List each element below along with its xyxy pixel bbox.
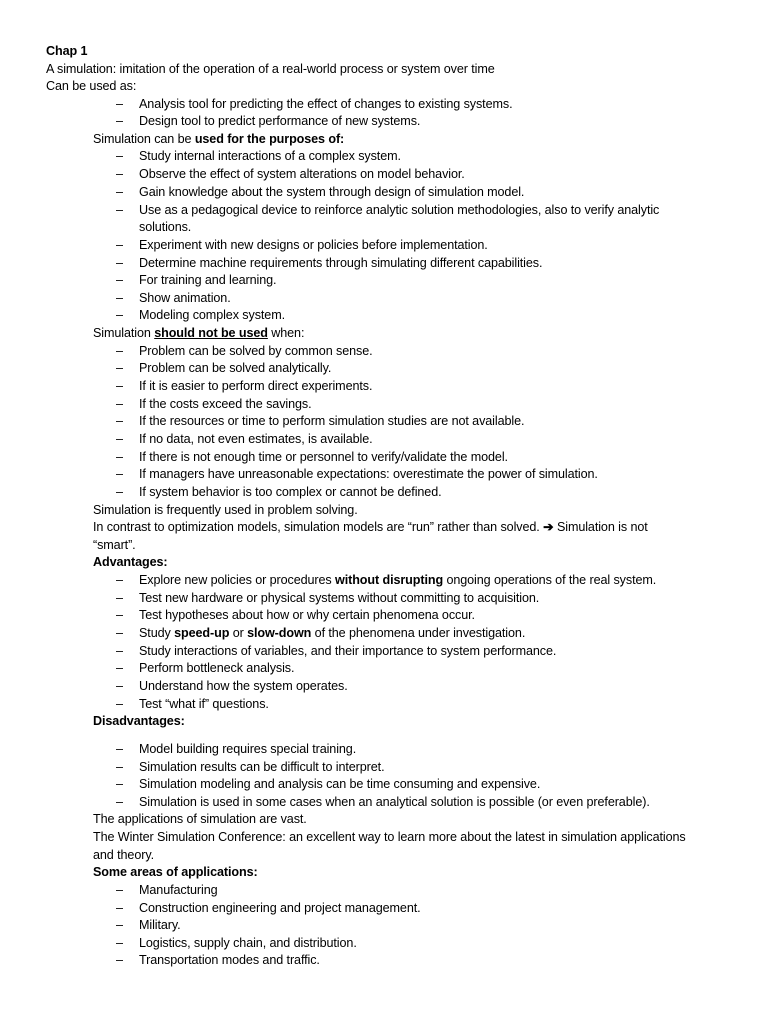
list-item: – Simulation modeling and analysis can be time consuming and expensive.	[116, 777, 541, 791]
contrast-line: In contrast to optimization models, simulation models are “run” rather than solved. ➔ Simulation is not	[93, 520, 648, 534]
list-item: – Simulation is used in some cases when an analytical solution is possible (or even preferable).	[116, 795, 650, 809]
advantages-heading: Advantages:	[93, 555, 168, 569]
list-item: – Understand how the system operates.	[116, 679, 348, 693]
list-item: – Design tool to predict performance of new systems.	[116, 114, 421, 128]
list-item: – Study speed-up or slow-down of the phenomena under investigation.	[116, 626, 526, 640]
list-item: – Show animation.	[116, 291, 231, 305]
can-be-used-heading: Can be used as:	[46, 79, 137, 93]
list-item: – If system behavior is too complex or cannot be defined.	[116, 485, 442, 499]
list-item: – Test new hardware or physical systems without committing to acquisition.	[116, 591, 540, 605]
disadvantages-heading: Disadvantages:	[93, 714, 185, 728]
wsc-line: The Winter Simulation Conference: an excellent way to learn more about the latest in simulation applications	[93, 830, 686, 844]
definition: A simulation: imitation of the operation of a real-world process or system over time	[46, 62, 495, 76]
list-item: – Transportation modes and traffic.	[116, 953, 320, 967]
list-item: – If there is not enough time or personnel to verify/validate the model.	[116, 450, 508, 464]
list-item: – Modeling complex system.	[116, 308, 285, 322]
list-item: – Test “what if” questions.	[116, 697, 269, 711]
purposes-heading: Simulation can be used for the purposes of:	[93, 132, 345, 146]
list-item: – Simulation results can be difficult to interpret.	[116, 760, 385, 774]
chapter-title: Chap 1	[46, 44, 88, 58]
list-item-continuation: solutions.	[139, 220, 192, 234]
list-item: – Perform bottleneck analysis.	[116, 661, 295, 675]
list-item: – Observe the effect of system alterations on model behavior.	[116, 167, 465, 181]
list-item: – Problem can be solved analytically.	[116, 361, 332, 375]
list-item: – Experiment with new designs or policies before implementation.	[116, 238, 488, 252]
list-item: – If the resources or time to perform simulation studies are not available.	[116, 414, 525, 428]
contrast-line-2: “smart”.	[93, 538, 136, 552]
list-item: – Construction engineering and project management.	[116, 901, 421, 915]
not-used-heading: Simulation should not be used when:	[93, 326, 305, 340]
list-item: – Explore new policies or procedures without disrupting ongoing operations of the real system.	[116, 573, 657, 587]
list-item: – If the costs exceed the savings.	[116, 397, 312, 411]
list-item: – If it is easier to perform direct experiments.	[116, 379, 373, 393]
areas-heading: Some areas of applications:	[93, 865, 258, 879]
list-item: – Use as a pedagogical device to reinforce analytic solution methodologies, also to verify analytic	[116, 203, 660, 217]
list-item: – Logistics, supply chain, and distribution.	[116, 936, 357, 950]
list-item: – Test hypotheses about how or why certain phenomena occur.	[116, 608, 475, 622]
list-item: – Analysis tool for predicting the effect of changes to existing systems.	[116, 97, 513, 111]
list-item: – Manufacturing	[116, 883, 218, 897]
problem-solving-line: Simulation is frequently used in problem solving.	[93, 503, 358, 517]
list-item: – For training and learning.	[116, 273, 277, 287]
list-item: – Study internal interactions of a complex system.	[116, 149, 401, 163]
arrow-icon: ➔	[543, 520, 554, 534]
list-item: – Military.	[116, 918, 181, 932]
list-item: – If managers have unreasonable expectations: overestimate the power of simulation.	[116, 467, 598, 481]
list-item: – Model building requires special training.	[116, 742, 357, 756]
list-item: – Determine machine requirements through simulating different capabilities.	[116, 256, 543, 270]
list-item: – Gain knowledge about the system through design of simulation model.	[116, 185, 525, 199]
applications-vast-line: The applications of simulation are vast.	[93, 812, 307, 826]
list-item: – Study interactions of variables, and their importance to system performance.	[116, 644, 557, 658]
list-item: – If no data, not even estimates, is available.	[116, 432, 373, 446]
list-item: – Problem can be solved by common sense.	[116, 344, 373, 358]
wsc-line-2: and theory.	[93, 848, 154, 862]
